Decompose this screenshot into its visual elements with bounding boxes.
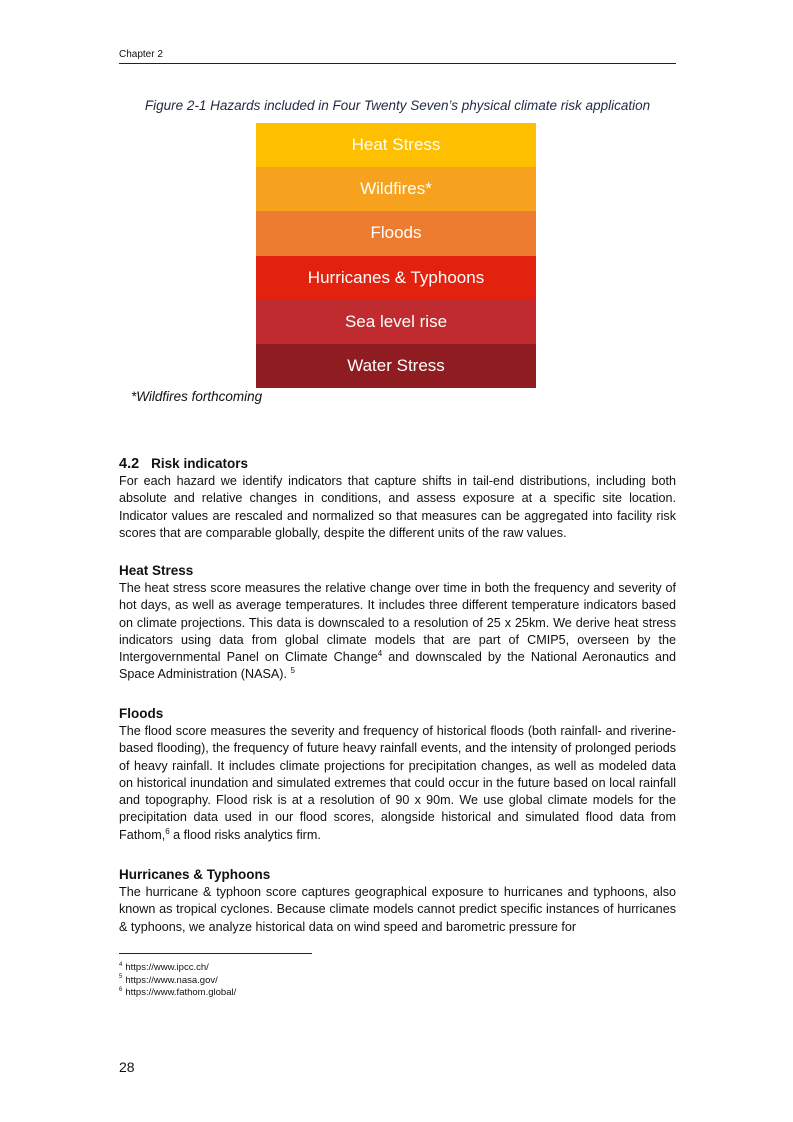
page-number: 28 <box>119 1059 135 1075</box>
hazard-bar-wildfires: Wildfires* <box>256 167 536 211</box>
running-header: Chapter 2 <box>119 49 676 64</box>
section-number: 4.2 <box>119 456 140 472</box>
section-risk-indicators <box>119 455 676 542</box>
section-heading <box>119 455 676 473</box>
hazard-bar-heat-stress: Heat Stress <box>256 123 536 167</box>
heat-stress-text: The heat stress score measures the relative change over time in both the frequency and severity of hot days, as well as average temperatures. It includes three different temperature indicators based on climate projections. This data is downscaled to a resolution of 25 x 25km. We derive heat stress indicators using data from global climate models that are part of CMIP5, overseen by the Intergovernmental Panel on Climate Change$^4$ and downscaled by the National Aeronautics and Space Administration (NASA). $^5$ <box>119 581 676 682</box>
footnote-divider <box>119 953 312 954</box>
hazard-figure <box>256 123 536 388</box>
footnotes <box>119 962 236 1000</box>
section-intro: For each hazard we identify indicators that capture shifts in tail-end distributions, including both absolute and relative changes in conditions, and assess exposure at a specific site location. Indicator values are rescaled and normalized so that measures can be aggregated into facility risk scores that are comparable globally, despite the different units of the raw values. <box>119 474 676 540</box>
hazard-bar-floods: Floods <box>256 211 536 255</box>
section-heat-stress <box>119 562 676 684</box>
hazard-bar-sea-level-rise: Sea level rise <box>256 300 536 344</box>
hazard-bar-hurricanes-typhoons: Hurricanes & Typhoons <box>256 256 536 300</box>
footnote-ref[interactable]: 6 <box>165 826 170 836</box>
floods-text: The flood score measures the severity and frequency of historical floods (both rainfall- and riverine-based flooding), the frequency of future heavy rainfall events, and the intensity of prolonged periods of heavy rainfall. It includes climate projections for precipitation changes, as well as modeled data on historical inundation and simulated extremes that could occur in the future based on local rainfall and topography. Flood risk is at a resolution of 90 x 90m. We use global climate models for the precipitation data used in our flood scores, alongside historical and simulated flood data from Fathom,$^6$ a flood risks analytics firm. <box>119 724 676 842</box>
hurricanes-text: The hurricane & typhoon score captures geographical exposure to hurricanes and typhoons, also known as tropical cyclones. Because climate models cannot predict specific instances of hurricanes & typhoons, we analyze historical data on wind speed and barometric pressure for <box>119 885 676 934</box>
floods-heading: Floods <box>119 706 164 721</box>
figure-note: *Wildfires forthcoming <box>131 389 263 404</box>
hurricanes-heading: Hurricanes & Typhoons <box>119 867 271 882</box>
footnote[interactable]: $^5$ https://www.nasa.gov/ <box>119 974 218 986</box>
footnote[interactable]: $^6$ https://www.fathom.global/ <box>119 986 237 998</box>
section-title: Risk indicators <box>151 456 248 471</box>
footnote-ref[interactable]: 5 <box>290 666 295 676</box>
footnote[interactable]: $^4$ https://www.ipcc.ch/ <box>119 961 209 973</box>
figure-caption: Figure 2-1 Hazards included in Four Twenty Seven’s physical climate risk application <box>144 98 651 113</box>
hazard-bar-water-stress: Water Stress <box>256 344 536 388</box>
heat-stress-heading: Heat Stress <box>119 563 194 578</box>
section-floods <box>119 705 676 844</box>
section-hurricanes <box>119 866 676 936</box>
footnote-ref[interactable]: 4 <box>377 649 383 658</box>
